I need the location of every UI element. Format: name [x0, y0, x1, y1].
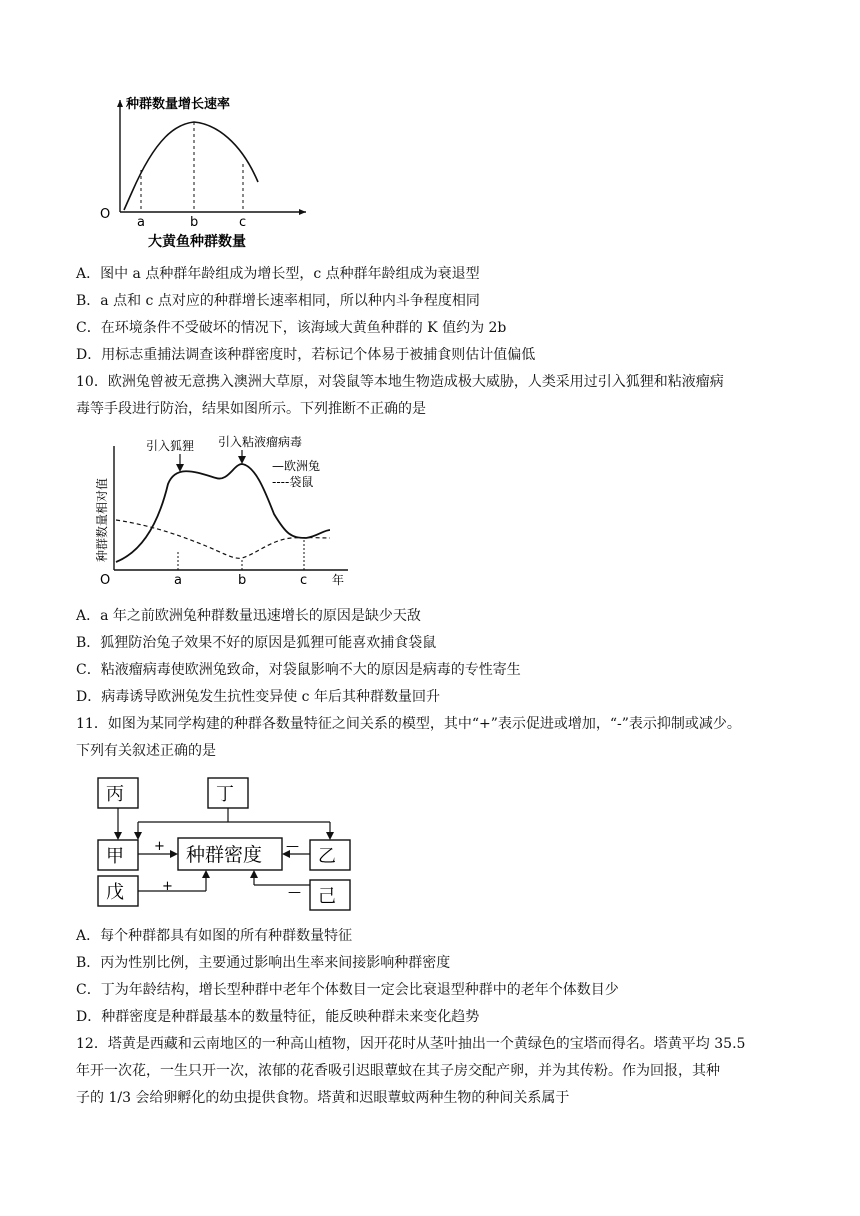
- x-axis-label: 年: [332, 573, 345, 587]
- label-yi: 乙: [318, 846, 336, 867]
- arrow-ji-center-head: [250, 870, 258, 878]
- legend-rabbit: —欧洲兔: [272, 459, 321, 473]
- q10-stem-line-2: 毒等手段进行防治，结果如图所示。下列推断不正确的是: [76, 401, 426, 417]
- growth-curve: [124, 122, 258, 210]
- label-ji: 己: [318, 886, 336, 907]
- annotation-virus: 引入粘液瘤病毒: [218, 435, 303, 449]
- q10-option-b: B．狐狸防治兔子效果不好的原因是狐狸可能喜欢捕食袋鼠: [76, 635, 437, 651]
- figure-population-curves: [96, 434, 366, 600]
- label-jia: 甲: [106, 846, 124, 867]
- rabbit-kangaroo-chart: [96, 434, 366, 600]
- population-model-diagram: [94, 772, 364, 916]
- q10-option-d: D．病毒诱导欧洲兔发生抗性变异使 c 年后其种群数量回升: [76, 689, 440, 705]
- label-center: 种群密度: [186, 844, 263, 866]
- sign-plus-jia: +: [154, 839, 165, 854]
- q11-stem-line-2: 下列有关叙述正确的是: [76, 743, 216, 759]
- arrow-jia-center-head: [170, 850, 178, 858]
- tick-a: a: [174, 573, 182, 588]
- q11-option-d: D．种群密度是种群最基本的数量特征，能反映种群未来变化趋势: [76, 1009, 480, 1025]
- legend-kangaroo: ----袋鼠: [272, 475, 314, 489]
- tick-b: b: [190, 215, 199, 230]
- q9-option-d: D．用标志重捕法调查该种群密度时，若标记个体易于被捕食则估计值偏低: [76, 347, 536, 363]
- q11-option-c: C．丁为年龄结构，增长型种群中老年个体数目一定会比衰退型种群中的老年个体数目少: [76, 982, 619, 998]
- arrow-ding-yi-head: [326, 832, 334, 840]
- origin-label: O: [100, 573, 111, 588]
- q11-stem-line-1: 11．如图为某同学构建的种群各数量特征之间关系的模型，其中“+”表示促进或增加，“-”表示抑制或减少。: [76, 716, 741, 732]
- q11-option-b: B．丙为性别比例，主要通过影响出生率来间接影响种群密度: [76, 955, 451, 971]
- q9-option-b: B．a 点和 c 点对应的种群增长速率相同，所以种内斗争程度相同: [76, 293, 480, 309]
- q11-option-a: A．每个种群都具有如图的所有种群数量特征: [76, 928, 353, 944]
- q10-option-a: A．a 年之前欧洲兔种群数量迅速增长的原因是缺少天敌: [76, 608, 421, 624]
- growth-rate-curve-chart: [96, 92, 326, 252]
- arrow-ding-jia-head: [134, 832, 142, 840]
- arrow-bing-jia-head: [114, 832, 122, 840]
- label-bing: 丙: [106, 784, 124, 805]
- figure-population-model: [94, 772, 364, 916]
- label-ding: 丁: [216, 784, 234, 805]
- tick-c: c: [239, 215, 247, 230]
- q12-stem-line-2: 年开一次花，一生只开一次，浓郁的花香吸引迟眼蕈蚊在其子房交配产卵，并为其传粉。作为回报，其种: [76, 1063, 720, 1079]
- tick-a: a: [137, 215, 145, 230]
- sign-plus-wu: +: [162, 879, 173, 894]
- q10-stem-line-1: 10．欧洲兔曾被无意携入澳洲大草原，对袋鼠等本地生物造成极大威胁，人类采用过引入狐狸和粘液瘤病: [76, 374, 724, 390]
- origin-label: O: [100, 207, 111, 222]
- kangaroo-curve: [116, 520, 330, 558]
- y-axis-label: 种群数量增长速率: [126, 97, 231, 112]
- q9-option-a: A．图中 a 点种群年龄组成为增长型，c 点种群年龄组成为衰退型: [76, 266, 480, 282]
- tick-b: b: [238, 573, 247, 588]
- sign-minus-ji: —: [288, 885, 301, 900]
- label-wu: 戊: [106, 882, 124, 903]
- tick-c: c: [300, 573, 308, 588]
- virus-arrow-head: [238, 456, 246, 464]
- y-axis-label: 种群数量相对值: [96, 477, 109, 562]
- sign-minus-yi: —: [286, 839, 299, 854]
- q12-stem-line-1: 12．塔黄是西藏和云南地区的一种高山植物，因开花时从茎叶抽出一个黄绿色的宝塔而得名。塔黄平均 35.5: [76, 1036, 746, 1052]
- x-axis-arrow: [299, 209, 306, 215]
- q12-stem-line-3: 子的 1/3 会给卵孵化的幼虫提供食物。塔黄和迟眼蕈蚊两种生物的种间关系属于: [76, 1090, 570, 1106]
- y-axis-arrow: [117, 100, 123, 107]
- q10-option-c: C．粘液瘤病毒使欧洲兔致命，对袋鼠影响不大的原因是病毒的专性寄生: [76, 662, 521, 678]
- figure-growth-rate: [96, 92, 326, 252]
- q9-option-c: C．在环境条件不受破坏的情况下，该海域大黄鱼种群的 K 值约为 2b: [76, 320, 507, 336]
- annotation-fox: 引入狐狸: [146, 439, 195, 453]
- arrow-wu-center-head: [202, 870, 210, 878]
- x-axis-label: 大黄鱼种群数量: [148, 234, 246, 250]
